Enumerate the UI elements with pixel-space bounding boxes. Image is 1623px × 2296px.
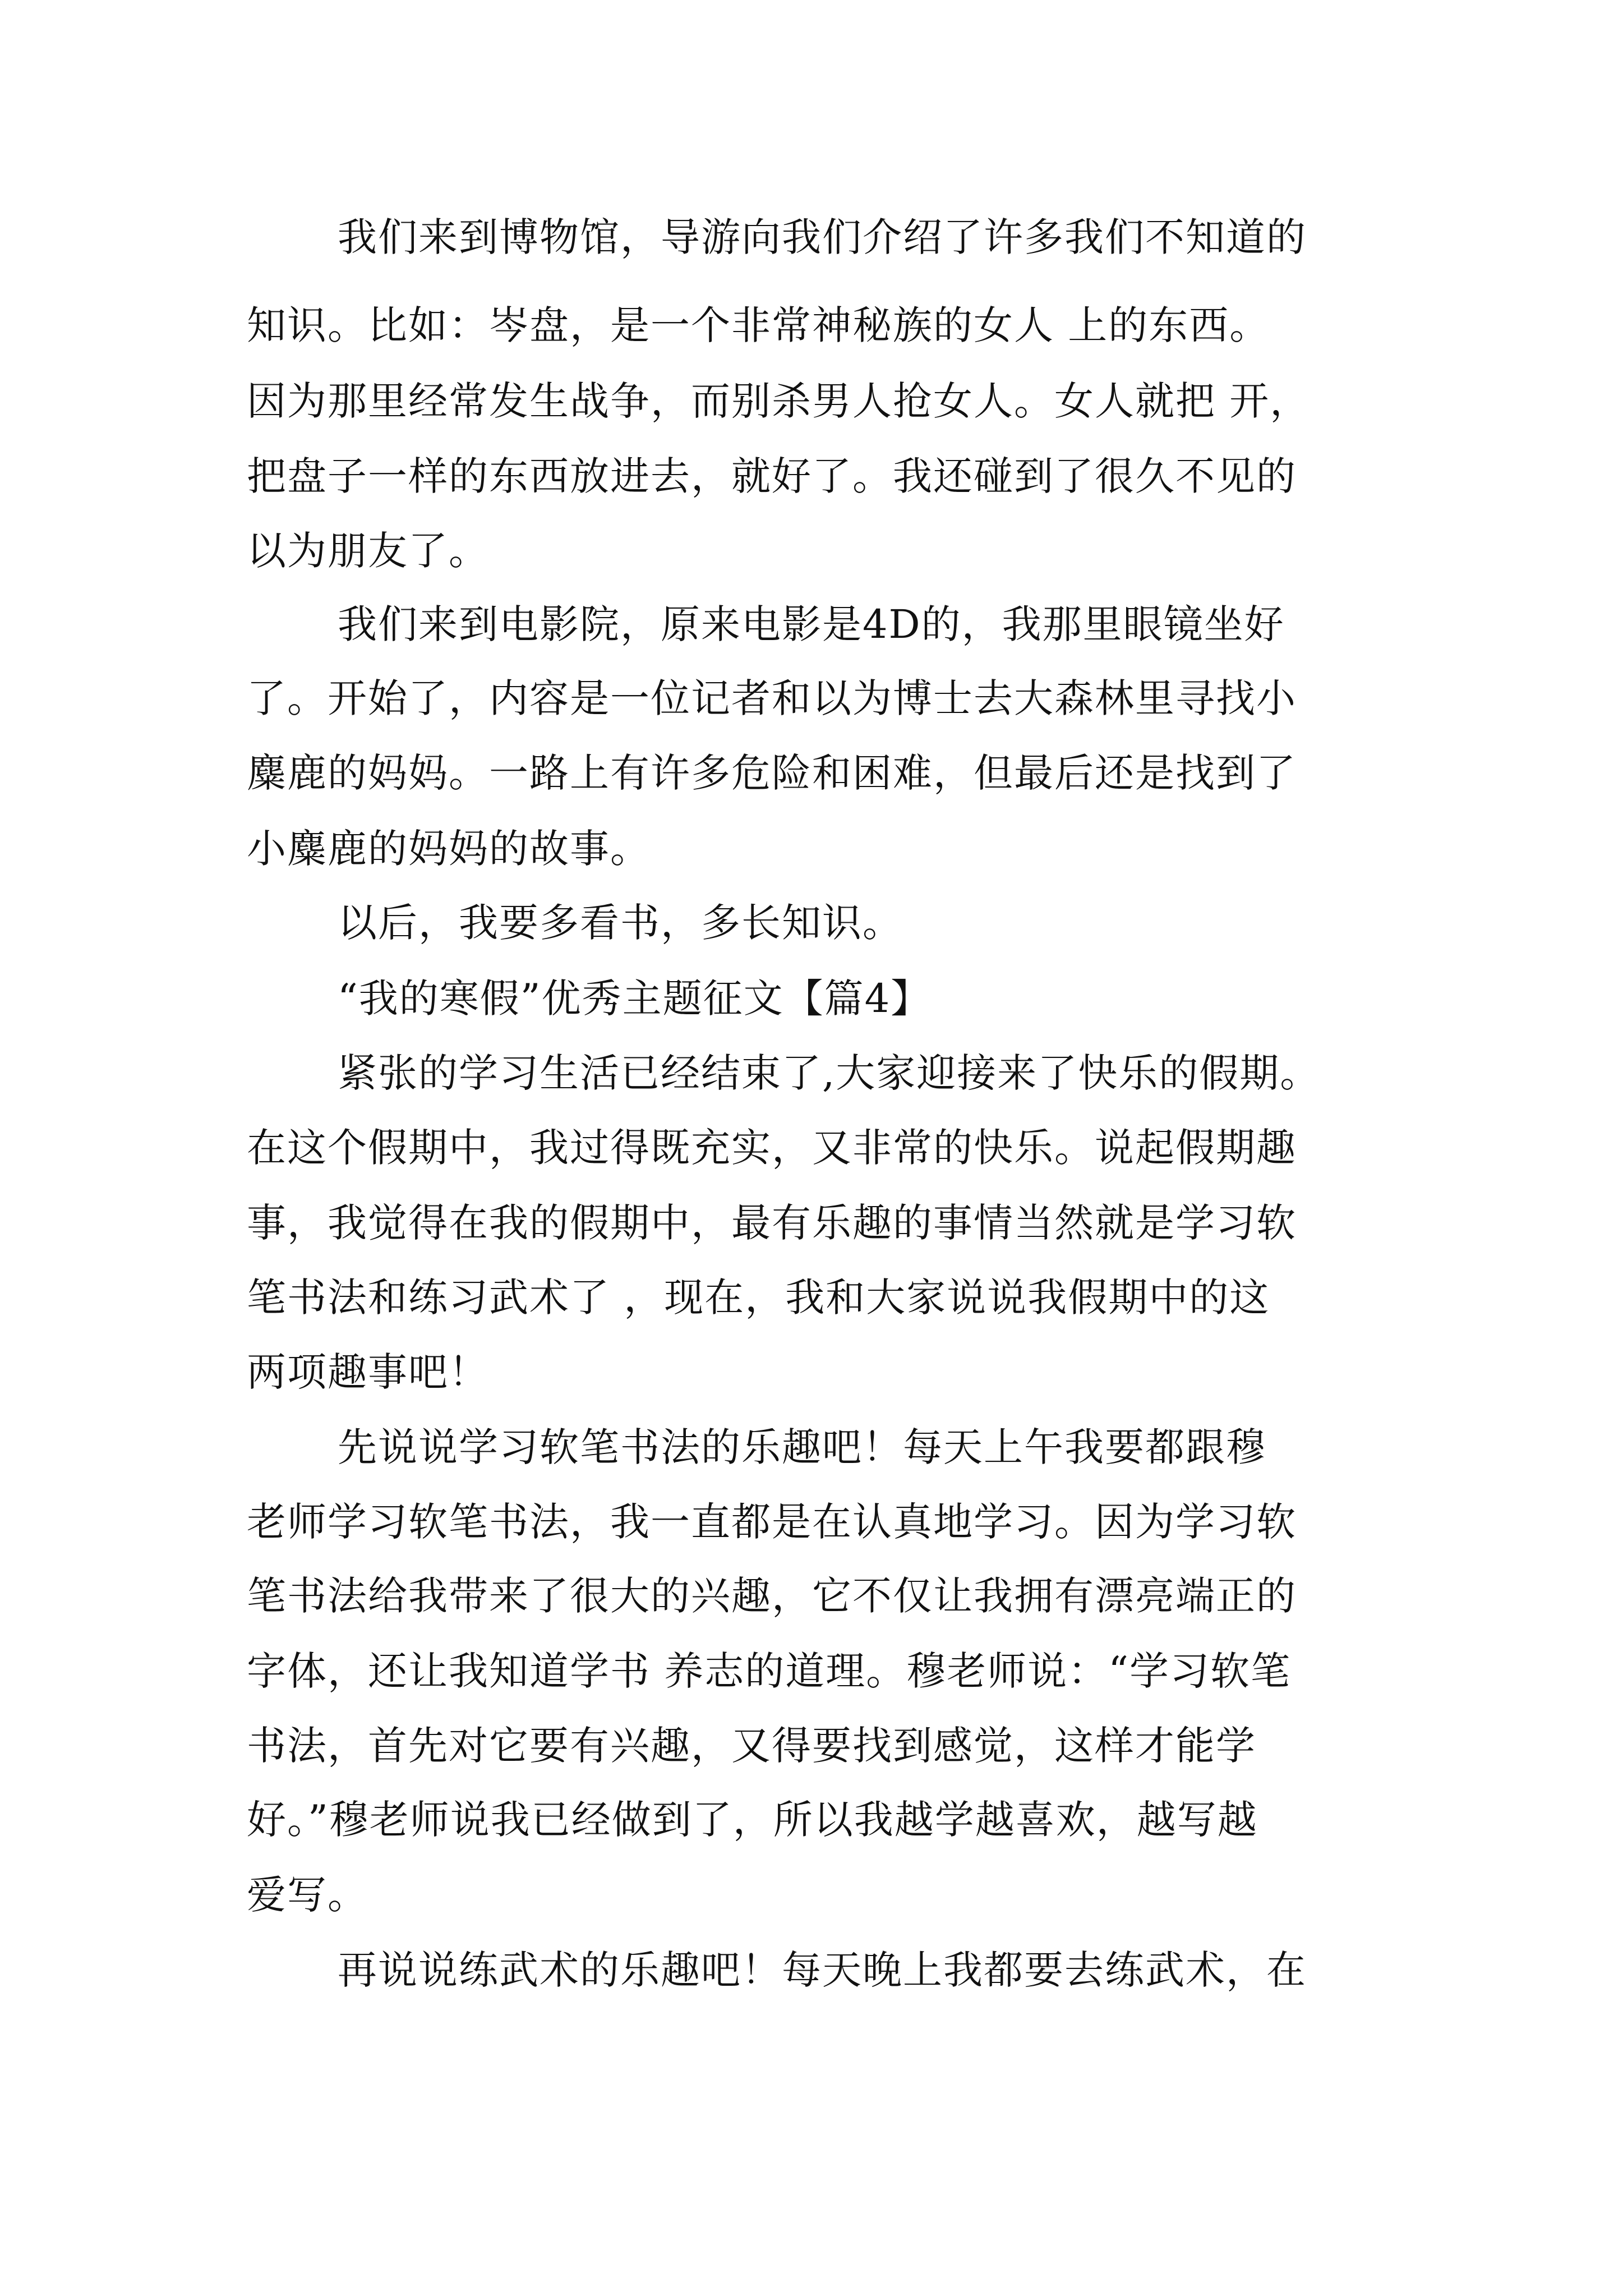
text-line: 老师学习软笔书法，我一直都是在认真地学习。因为学习软 [247, 1499, 1297, 1545]
text-line: 我们来到电影院，原来电影是4D的，我那里眼镜坐好 [338, 601, 1285, 647]
text-line: 先说说学习软笔书法的乐趣吧！每天上午我要都跟穆 [338, 1424, 1266, 1470]
text-line: 笔书法给我带来了很大的兴趣，它不仅让我拥有漂亮端正的 [247, 1573, 1297, 1619]
text-line: 字体，还让我知道学书 养志的道理。穆老师说：“学习软笔 [247, 1648, 1292, 1694]
text-line: 以为朋友了。 [247, 528, 489, 574]
text-line: 了。开始了，内容是一位记者和以为博士去大森林里寻找小 [247, 675, 1297, 721]
text-line: 我们来到博物馆，导游向我们介绍了许多我们不知道的 [338, 214, 1307, 260]
text-line: 事，我觉得在我的假期中，最有乐趣的事情当然就是学习软 [247, 1200, 1297, 1246]
text-line: 把盘子一样的东西放进去，就好了。我还碰到了很久不见的 [247, 453, 1297, 499]
text-line: 再说说练武术的乐趣吧！每天晚上我都要去练武术，在 [338, 1947, 1307, 1993]
text-line: 两项趣事吧！ [247, 1349, 489, 1395]
text-line: 好。”穆老师说我已经做到了，所以我越学越喜欢，越写越 [247, 1797, 1258, 1843]
text-line: “我的寒假”优秀主题征文【篇4】 [338, 976, 932, 1022]
text-line: 小麋鹿的妈妈的故事。 [247, 826, 651, 872]
text-line: 爱写。 [247, 1872, 368, 1918]
text-line: 在这个假期中，我过得既充实，又非常的快乐。说起假期趣 [247, 1125, 1297, 1171]
text-line: 书法，首先对它要有兴趣，又得要找到感觉，这样才能学 [247, 1723, 1256, 1769]
text-line: 紧张的学习生活已经结束了,大家迎接来了快乐的假期。 [338, 1050, 1321, 1096]
text-line: 知识。比如：岑盘，是一个非常神秘族的女人 上的东西。 [247, 302, 1270, 348]
text-line: 麋鹿的妈妈。一路上有许多危险和困难，但最后还是找到了 [247, 750, 1297, 796]
text-line: 以后，我要多看书，多长知识。 [338, 900, 903, 946]
text-line: 因为那里经常发生战争，而别杀男人抢女人。女人就把 开， [247, 378, 1311, 424]
text-line: 笔书法和练习武术了 ，现在，我和大家说说我假期中的这 [247, 1274, 1270, 1320]
